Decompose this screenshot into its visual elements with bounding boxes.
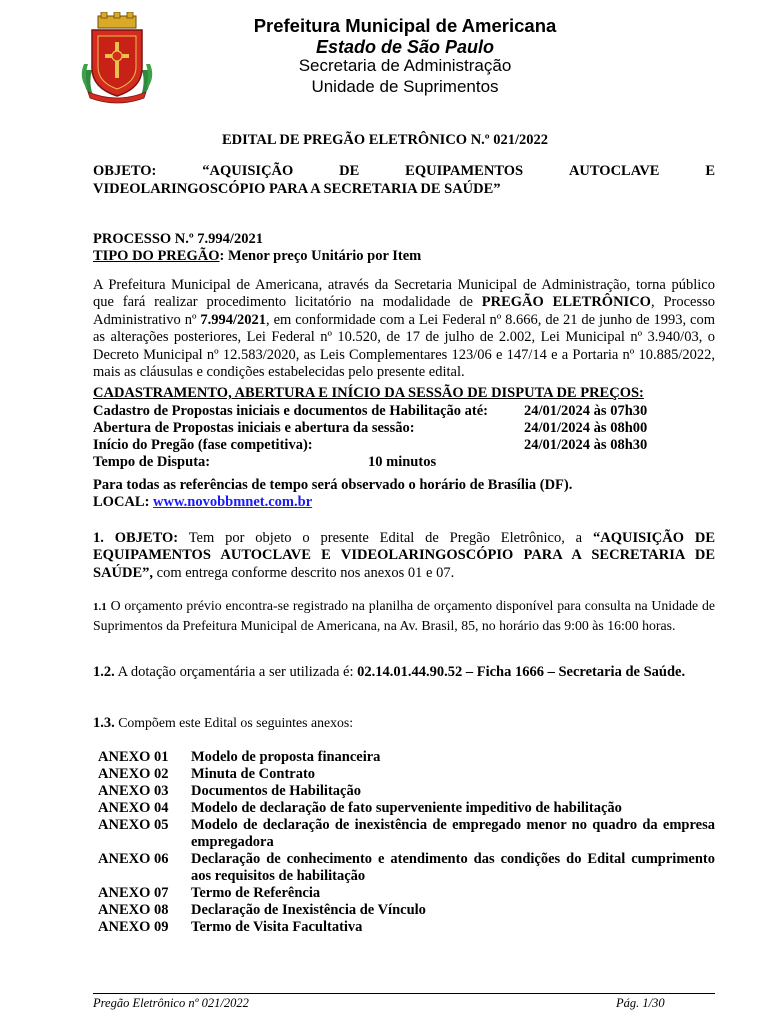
objeto-word: OBJETO: xyxy=(93,163,157,179)
tempo-value: 10 minutos xyxy=(368,454,437,470)
local-link[interactable]: www.novobbmnet.com.br xyxy=(153,494,313,510)
inicio-label: Início do Pregão (fase competitiva): xyxy=(93,437,313,453)
local-label: LOCAL: xyxy=(93,494,154,510)
objeto-word: “AQUISIÇÃO xyxy=(202,163,294,179)
abertura-label: Abertura de Propostas iniciais e abertura da sessão: xyxy=(93,420,415,436)
header-secretaria: Secretaria de Administração xyxy=(298,56,512,75)
list-item: ANEXO 04 Modelo de declaração de fato superveniente impeditivo de habilitação xyxy=(98,800,622,816)
cadastro-label: Cadastro de Propostas iniciais e documentos de Habilitação até: xyxy=(93,403,488,419)
inicio-value: 24/01/2024 às 08h30 xyxy=(524,437,648,453)
footer-page-number: Pág. 1/30 xyxy=(616,996,665,1010)
header-unidade: Unidade de Suprimentos xyxy=(311,77,499,96)
list-item: ANEXO 05 Modelo de declaração de inexistência de empregado menor no quadro da empresa empregadora xyxy=(98,817,715,850)
tipo-label: TIPO DO PREGÃO xyxy=(93,248,220,264)
local-line xyxy=(93,494,312,511)
tipo-value: : Menor preço Unitário por Item xyxy=(219,248,422,264)
document-title: EDITAL DE PREGÃO ELETRÔNICO N.º 021/2022 xyxy=(222,132,548,148)
tempo-note: Para todas as referências de tempo será observado o horário de Brasília (DF). xyxy=(93,477,573,493)
list-item: ANEXO 03 Documentos de Habilitação xyxy=(98,783,361,799)
list-item: ANEXO 01 Modelo de proposta financeira xyxy=(98,749,381,765)
list-item: ANEXO 07 Termo de Referência xyxy=(98,885,321,901)
abertura-value: 24/01/2024 às 08h00 xyxy=(524,420,648,436)
intro-paragraph: A Prefeitura Municipal de Americana, através da Secretaria Municipal de Administração, torna público que fará realizar procedimento licitatório na modalidade de PREGÃO ELETRÔNICO, Processo Administrativo nº 7.994/2021, em conformidade com a Lei Federal nº 8.666, de 21 de junho de 1993, com as alterações posteriores, Lei Federal nº 10.520, de 17 de julho de 2.002, Lei Municipal nº 3.940/03, o Decreto Municipal nº 12.583/2020, as Leis Complementares 123/06 e 147/14 e a Portaria nº 10.885/2022, mais as cláusulas e condições estabelecidas pelo presente edital. xyxy=(93,277,716,381)
cadastro-value: 24/01/2024 às 07h30 xyxy=(524,403,648,419)
section-1-objeto: 1. OBJETO: Tem por objeto o presente Edital de Pregão Eletrônico, a “AQUISIÇÃO DE EQUIPAMENTOS AUTOCLAVE E VIDEOLARINGOSCÓPIO PARA A SECRETARIA DE SAÚDE”, com entrega conforme descrito nos anexos 01 e 07. xyxy=(93,530,716,581)
objeto-word: E xyxy=(705,163,715,179)
list-item: ANEXO 02 Minuta de Contrato xyxy=(98,766,316,782)
objeto-word: DE xyxy=(339,163,360,179)
list-item: ANEXO 09 Termo de Visita Facultativa xyxy=(98,919,363,935)
list-item: ANEXO 06 Declaração de conhecimento e atendimento das condições do Edital cumprimento aos requisitos de habilitação xyxy=(98,851,715,884)
section-1-3: 1.3. Compõem este Edital os seguintes anexos: xyxy=(93,715,354,731)
objeto-line-2: VIDEOLARINGOSCÓPIO PARA A SECRETARIA DE SAÚDE” xyxy=(93,181,501,197)
objeto-line-1 xyxy=(93,163,715,180)
anexos-list xyxy=(98,749,715,936)
section-1-2: 1.2. A dotação orçamentária a ser utilizada é: 02.14.01.44.90.52 – Ficha 1666 – Secretaria de Saúde. xyxy=(93,664,686,680)
objeto-word: AUTOCLAVE xyxy=(568,163,660,179)
municipal-coat-of-arms xyxy=(78,12,156,104)
tempo-label: Tempo de Disputa: xyxy=(93,454,211,470)
objeto-word: EQUIPAMENTOS xyxy=(405,163,524,179)
section-1-1: 1.1 O orçamento prévio encontra-se registrado na planilha de orçamento disponível para consulta na Unidade de Suprimentos da Prefeitura Municipal de Americana, na Av. Brasil, 85, no horário das 9:00 às 16:00 horas. xyxy=(93,598,715,633)
tipo-pregao xyxy=(93,248,421,265)
footer-document-ref: Pregão Eletrônico nº 021/2022 xyxy=(93,996,249,1010)
header-prefeitura: Prefeitura Municipal de Americana xyxy=(253,15,557,36)
header-estado: Estado de São Paulo xyxy=(315,37,495,57)
cadastro-heading: CADASTRAMENTO, ABERTURA E INÍCIO DA SESSÃO DE DISPUTA DE PREÇOS: xyxy=(93,385,644,401)
processo-number: PROCESSO N.º 7.994/2021 xyxy=(93,231,263,247)
footer-divider xyxy=(93,993,715,994)
list-item: ANEXO 08 Declaração de Inexistência de Vínculo xyxy=(98,902,426,918)
